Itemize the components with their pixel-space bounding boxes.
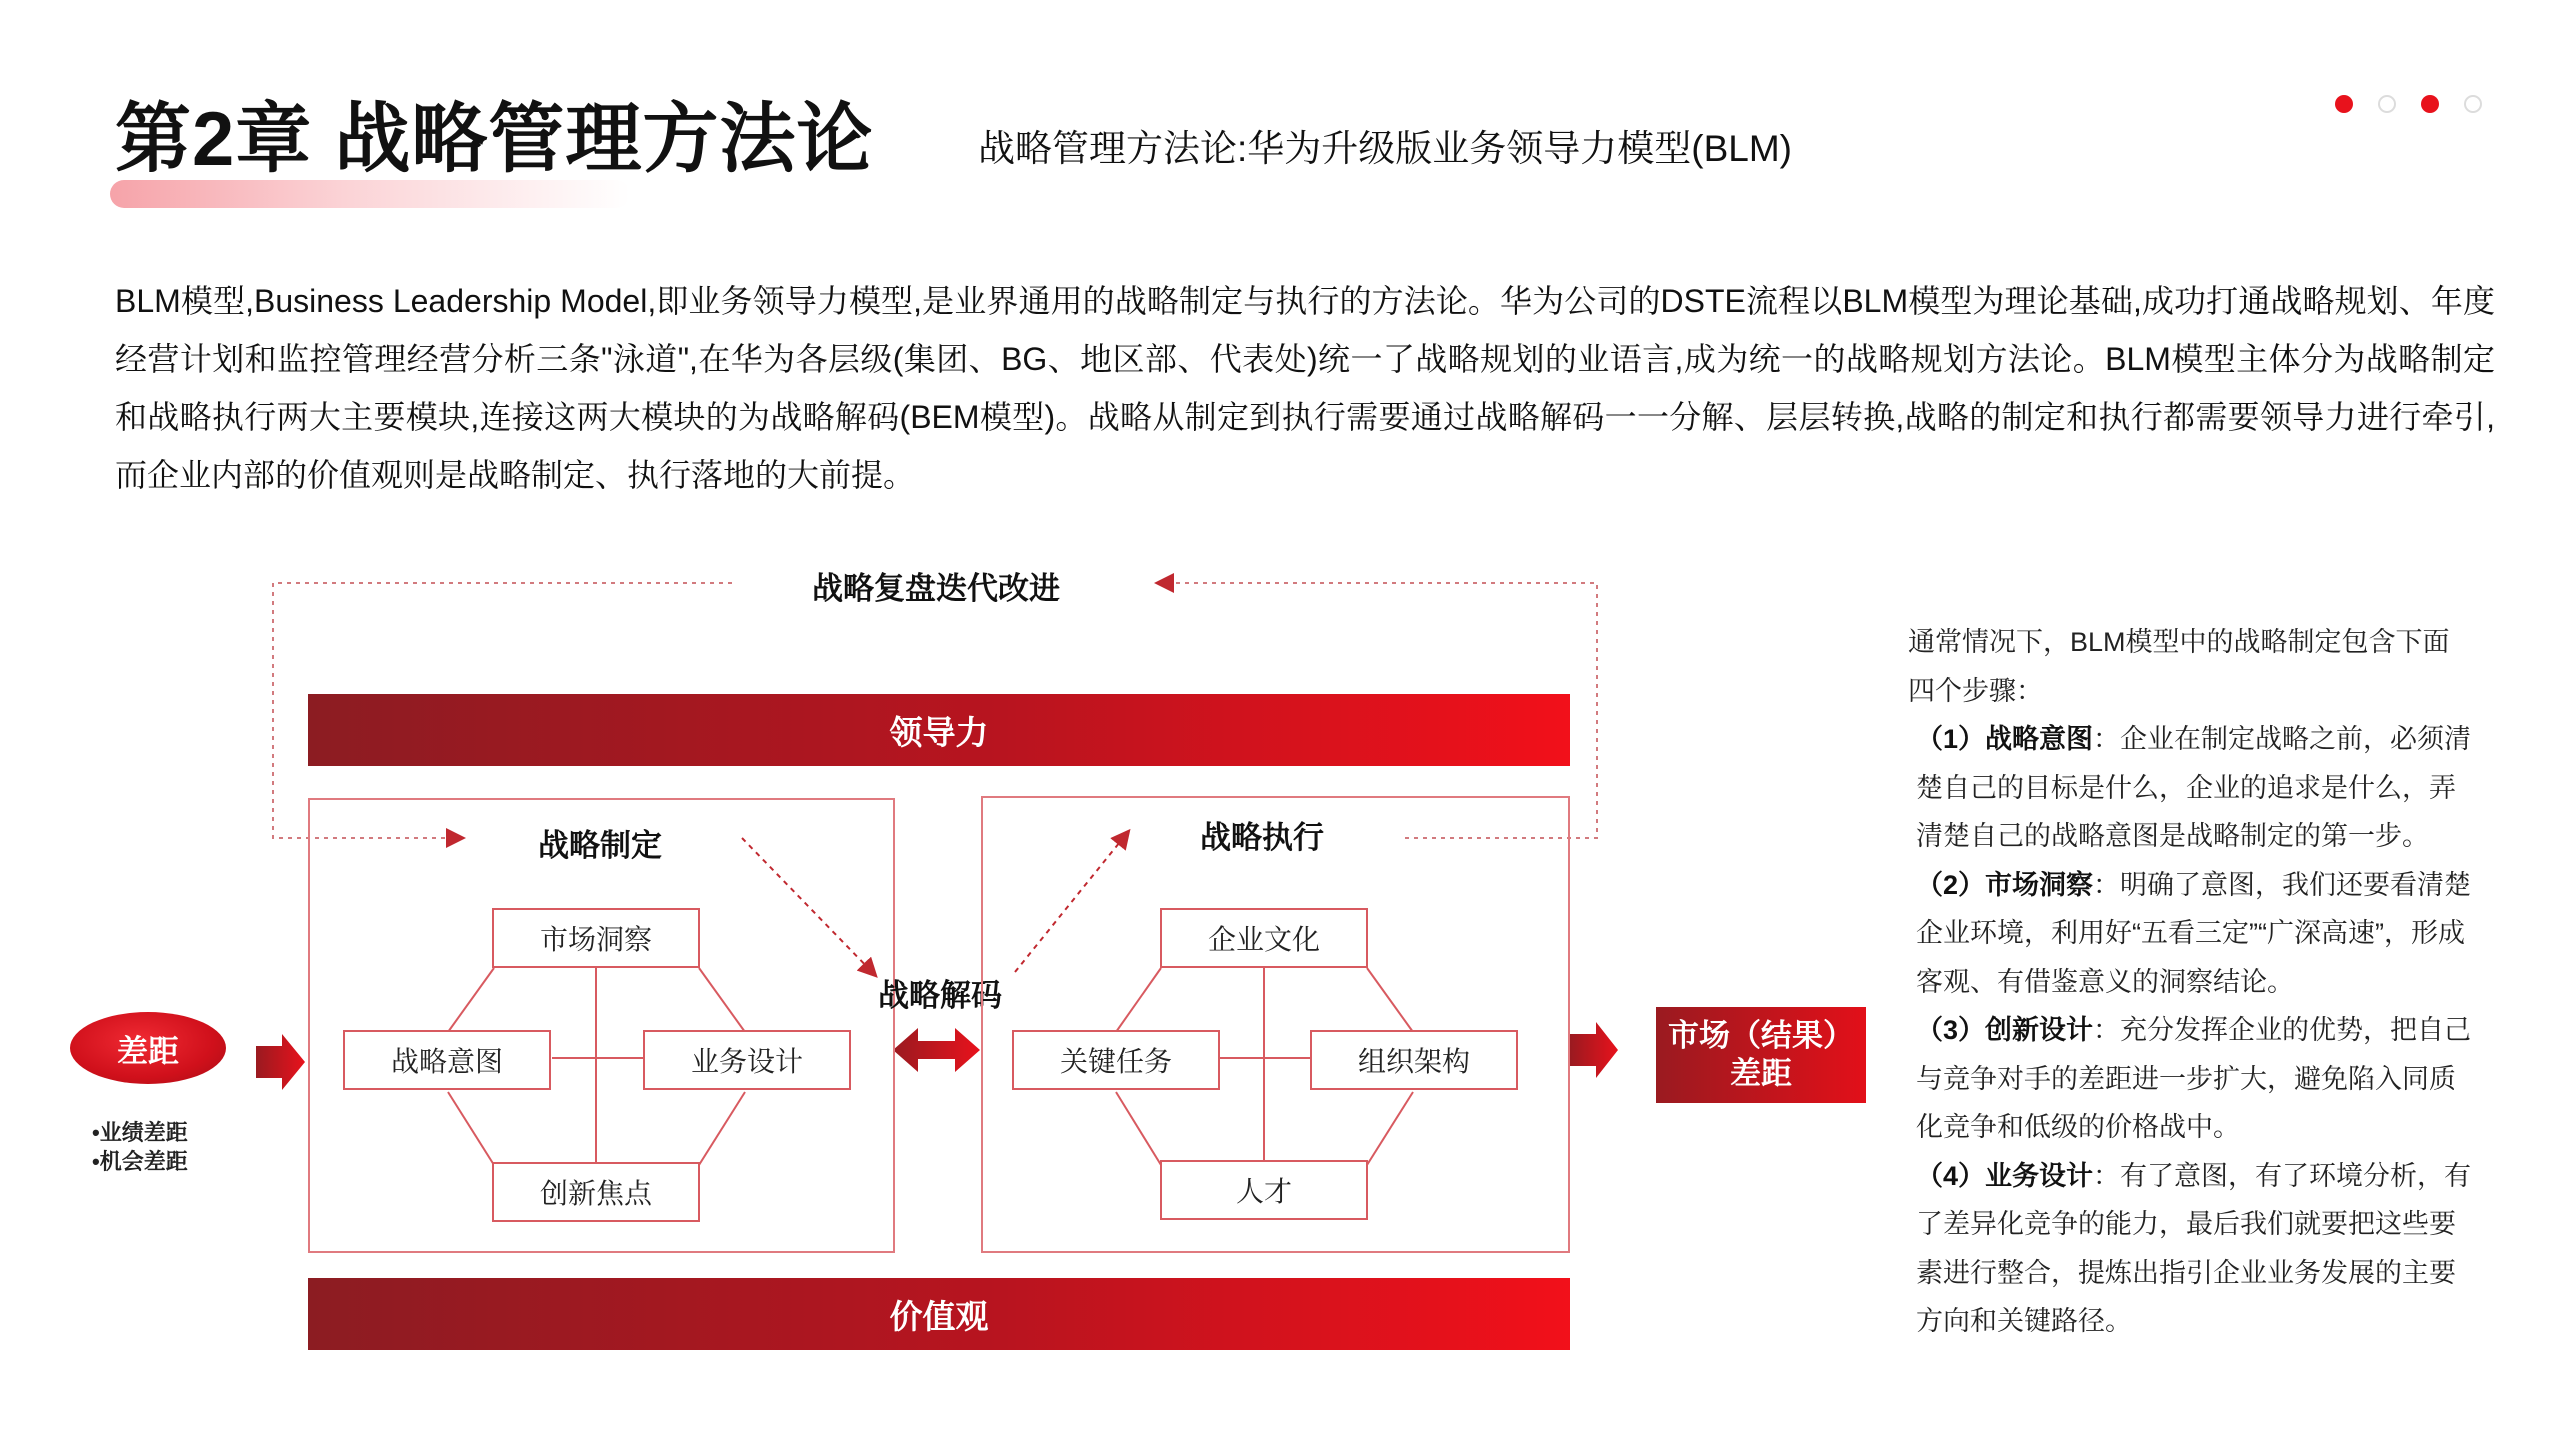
market-result-box	[1656, 1007, 1866, 1103]
step-2-title: 市场洞察	[1985, 869, 2094, 900]
step-3-text: ：充分发挥企业的优势，把自己与竞争对手的差距进一步扩大，避免陷入同质化竞争和低级的价格战中。	[1916, 1015, 2472, 1142]
gap-bullet-performance: •业绩差距	[92, 1120, 188, 1145]
gap-bullet-opportunity: •机会差距	[92, 1149, 188, 1174]
node-innovation-focus: 创新焦点	[492, 1162, 700, 1222]
node-corporate-culture: 企业文化	[1160, 908, 1368, 968]
leadership-bar: 领导力	[308, 694, 1570, 766]
market-result-line1: 市场（结果）	[1668, 1018, 1854, 1053]
chapter-title: 第2章 战略管理方法论	[115, 97, 874, 182]
step-4-text: ：有了意图，有了环境分析，有了差异化竞争的能力，最后我们就要把这些要素进行整合，提炼出指引企业业务发展的主要方向和关键路径。	[1916, 1160, 2472, 1336]
step-3	[1908, 1006, 2476, 1152]
node-business-design: 业务设计	[643, 1030, 851, 1090]
step-1-title: 战略意图	[1985, 724, 2094, 754]
strategy-formulation-title: 战略制定	[538, 828, 662, 863]
intro-paragraph: BLM模型,Business Leadership Model,即业务领导力模型,是业界通用的战略制定与执行的方法论。华为公司的DSTE流程以BLM模型为理论基础,成功打通战略规划、年度经营计划和监控管理经营分析三条"泳道",在华为各层级(集团、BG、地区部、代表处)统一了战略规划的业语言,成为统一的战略规划方法论。BLM模型主体分为战略制定和战略执行两大主要模块,连接这两大模块的为战略解码(BEM模型)。战略从制定到执行需要通过战略解码一一分解、层层转换,战略的制定和执行都需要领导力进行牵引,而企业内部的价值观则是战略制定、执行落地的大前提。	[115, 283, 2495, 493]
step-2-num: （2）	[1916, 869, 1986, 900]
node-strategic-intent: 战略意图	[343, 1030, 551, 1090]
node-org-structure: 组织架构	[1310, 1030, 1518, 1090]
market-result-line2: 差距	[1730, 1056, 1792, 1091]
review-iteration-label: 战略复盘迭代改进	[812, 571, 1060, 606]
node-key-tasks: 关键任务	[1012, 1030, 1220, 1090]
step-4-num: （4）	[1916, 1160, 1986, 1191]
steps-intro: 通常情况下，BLM模型中的战略制定包含下面四个步骤：	[1908, 627, 2450, 706]
node-market-insight: 市场洞察	[492, 908, 700, 968]
gap-bullets	[92, 1118, 188, 1176]
step-1-num: （1）	[1916, 724, 1986, 754]
strategy-execution-title: 战略执行	[1200, 820, 1324, 855]
slide-subtitle: 战略管理方法论:华为升级版业务领导力模型(BLM)	[978, 128, 1792, 169]
execution-to-market-arrow	[1570, 1022, 1618, 1078]
step-3-num: （3）	[1916, 1015, 1986, 1045]
decoding-double-arrow	[893, 1028, 980, 1072]
strategy-decoding-label: 战略解码	[878, 978, 1002, 1013]
gap-oval: 差距	[70, 1012, 226, 1084]
step-4	[1908, 1152, 2476, 1346]
step-3-title: 创新设计	[1985, 1015, 2094, 1045]
step-2	[1908, 861, 2476, 1007]
step-1-text: ：企业在制定战略之前，必须清楚自己的目标是什么，企业的追求是什么，弄清楚自己的战略意图是战略制定的第一步。	[1916, 724, 2472, 851]
step-1	[1908, 715, 2476, 861]
step-2-text: ：明确了意图，我们还要看清楚企业环境，利用好“五看三定”“广深高速”，形成客观、有借鉴意义的洞察结论。	[1916, 869, 2472, 997]
step-4-title: 业务设计	[1985, 1160, 2094, 1191]
values-bar: 价值观	[308, 1278, 1570, 1350]
steps-explanation	[1908, 618, 2476, 1346]
gap-to-formulation-arrow	[256, 1034, 305, 1090]
node-talent: 人才	[1160, 1160, 1368, 1220]
